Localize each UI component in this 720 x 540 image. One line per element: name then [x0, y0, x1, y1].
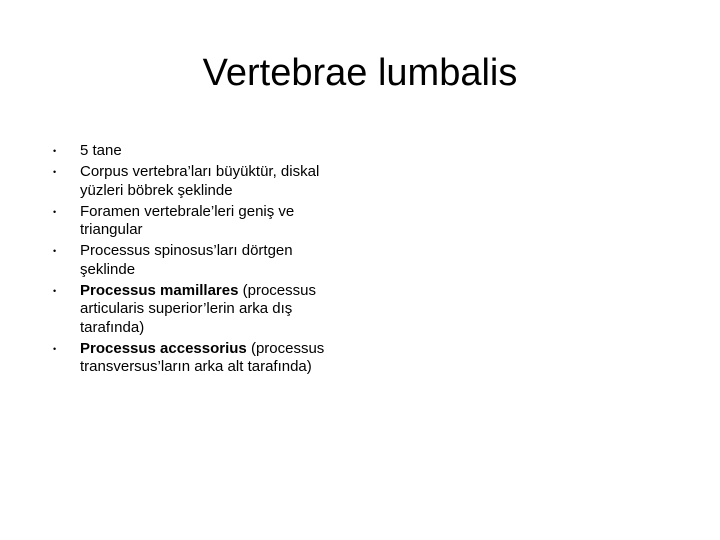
bullet-text: (processus articularis superior’lerin arka dış tarafında): [80, 281, 316, 336]
bullet-item: [50, 242, 350, 279]
bullet-dot-icon: •: [53, 146, 57, 156]
bullet-text: Foramen vertebrale’leri geniş ve triangular: [80, 202, 295, 238]
bullet-item: [50, 340, 350, 377]
bullet-list: [50, 142, 350, 379]
bullet-item: [50, 163, 350, 200]
slide-title: Vertebrae lumbalis: [202, 52, 518, 94]
bullet-item: [50, 142, 350, 161]
bullet-dot-icon: •: [53, 343, 57, 354]
bullet-item: [50, 203, 350, 240]
bullet-text: Corpus vertebra’ları büyüktür, diskal yüzleri böbrek şeklinde: [80, 163, 320, 199]
bullet-text: Processus spinosus’ları dörtgen şeklinde: [80, 242, 293, 278]
bullet-dot-icon: •: [53, 206, 57, 217]
bullet-text: (processus transversus’ların arka alt tarafında): [80, 339, 325, 375]
bullet-bold-text: Processus accessorius: [80, 339, 247, 357]
bullet-bold-text: Processus mamillares: [80, 281, 239, 299]
bullet-dot-icon: •: [53, 167, 57, 177]
bullet-item: [50, 282, 350, 338]
bullet-dot-icon: •: [53, 246, 57, 256]
bullet-text: 5 tane: [80, 142, 122, 159]
bullet-dot-icon: •: [53, 285, 57, 296]
